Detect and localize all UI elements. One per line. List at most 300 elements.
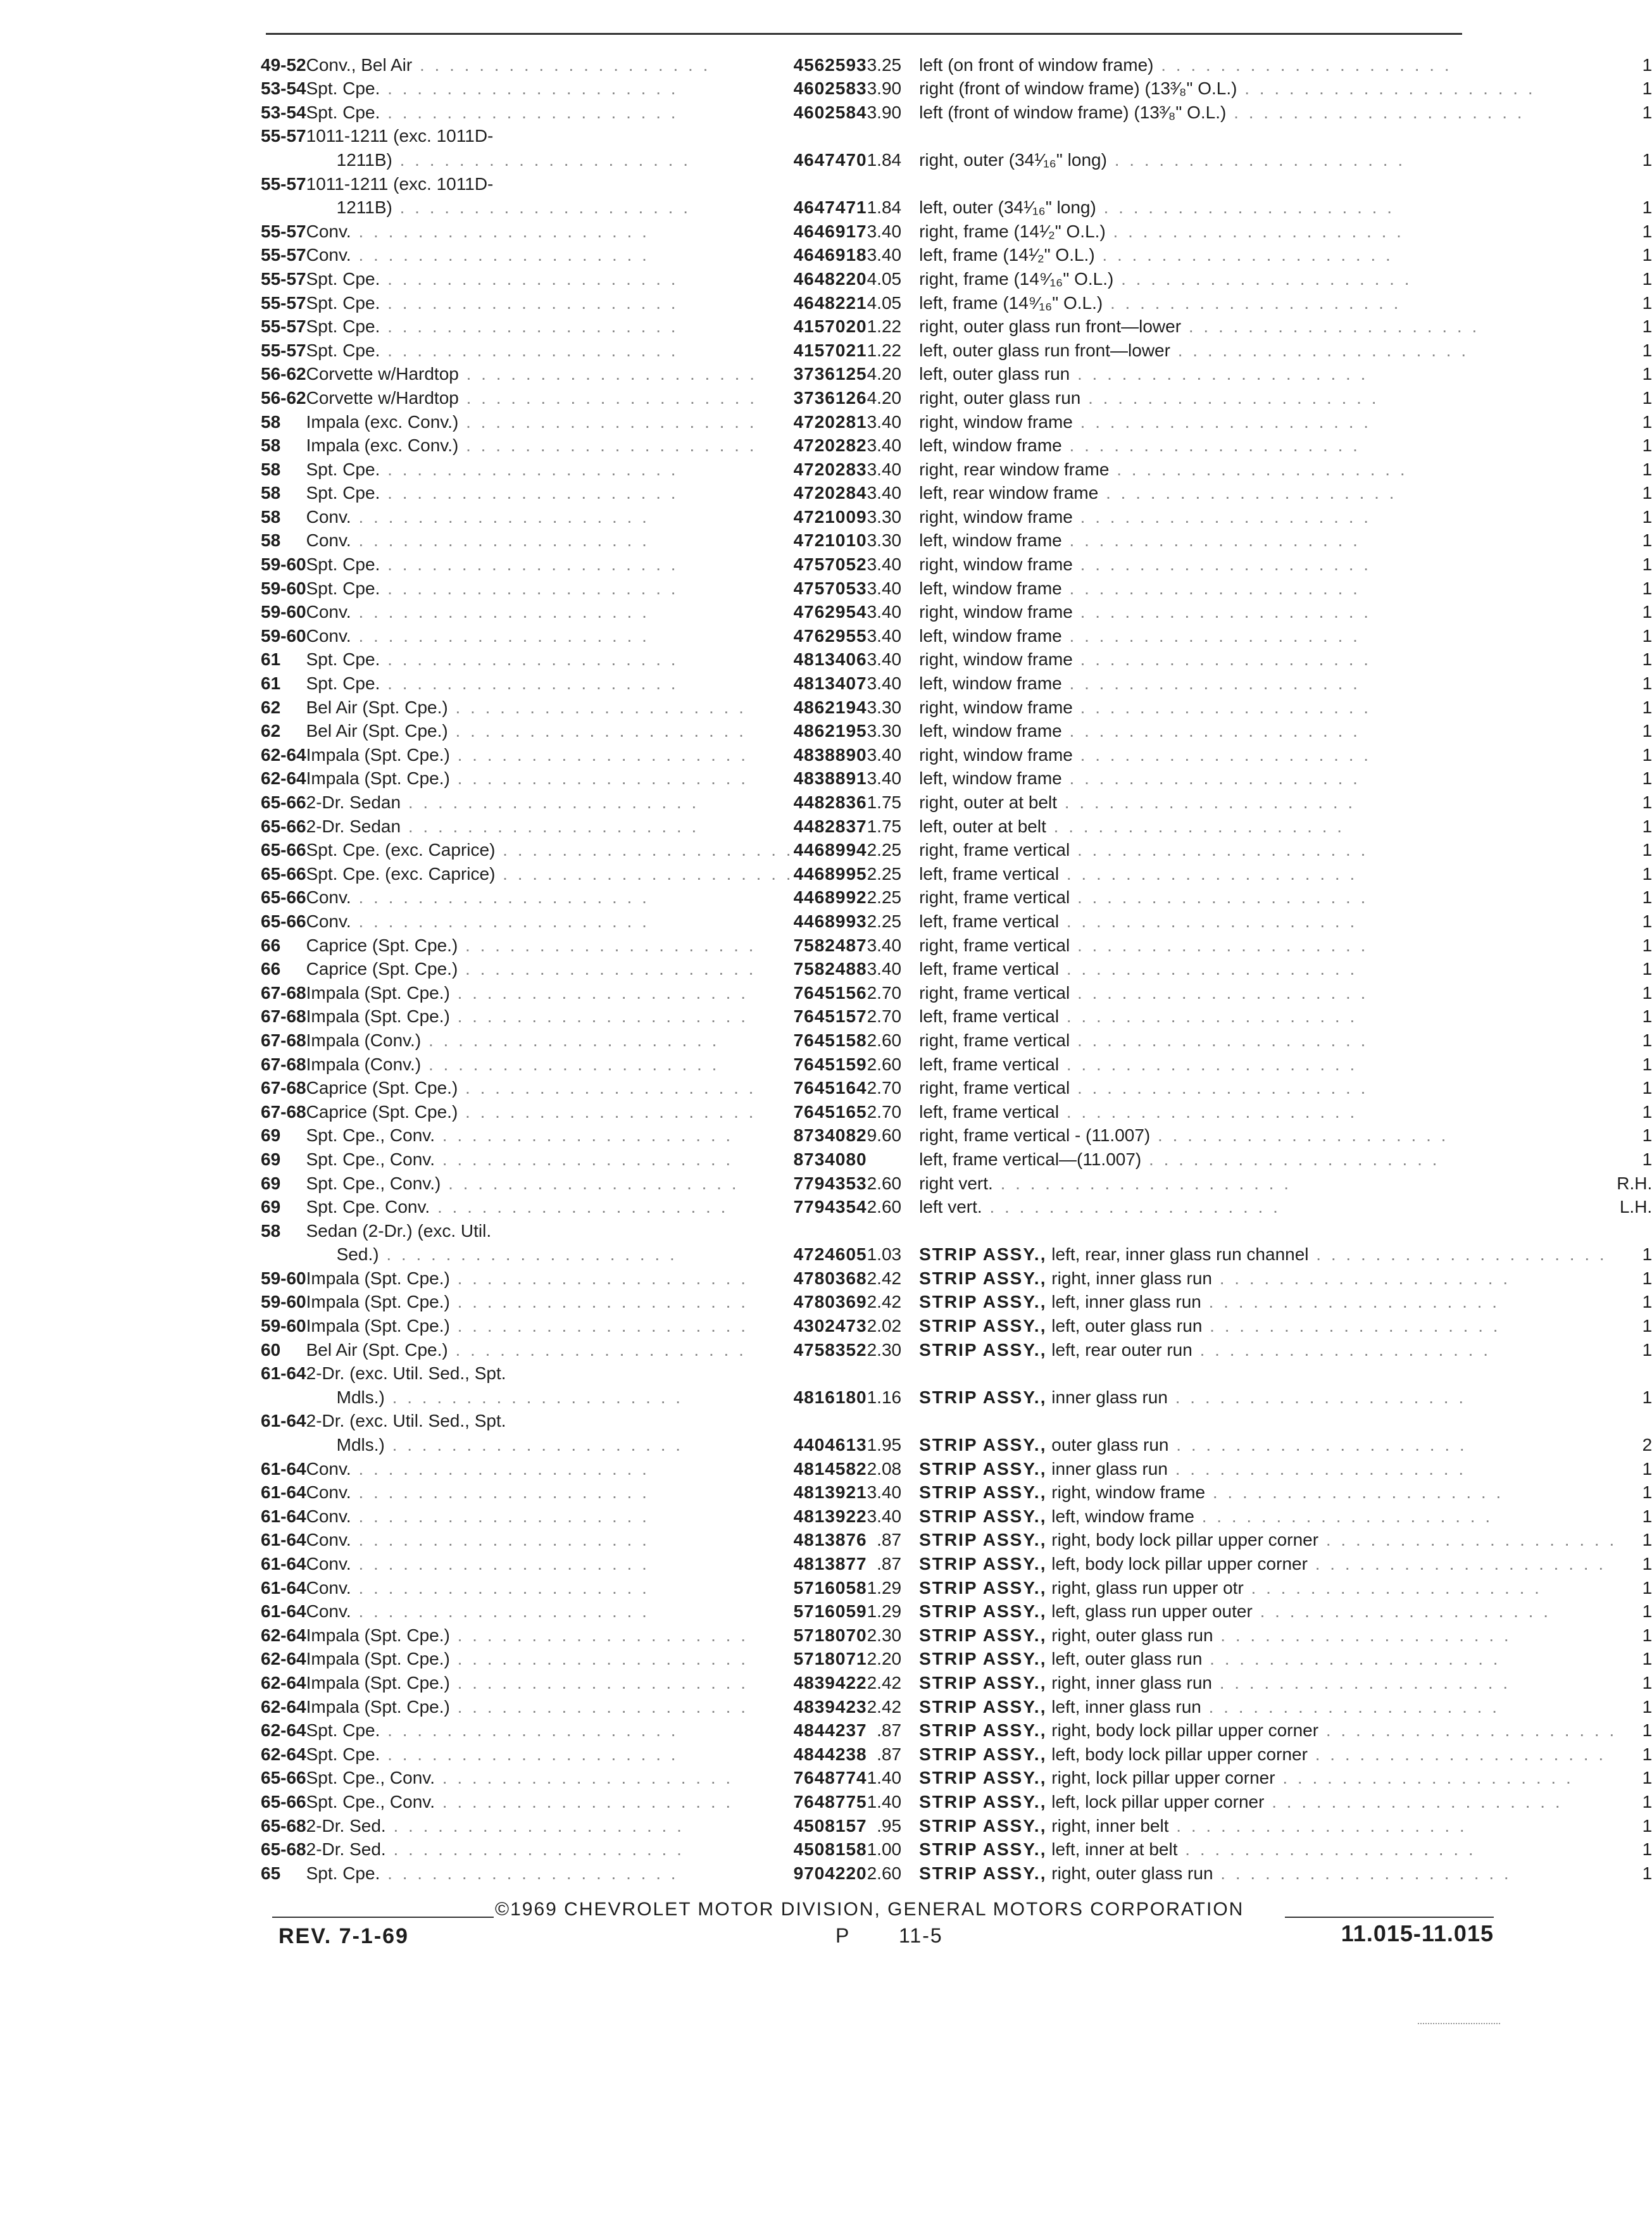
year-cell-text: 55-57 <box>261 292 306 313</box>
part-number-cell-text: 4762955 <box>793 625 867 646</box>
year-cell <box>261 1598 306 1622</box>
part-number-cell-text: 4757052 <box>793 554 867 575</box>
dot-leader: . . . . . . . . . . . . . . . . . . . . <box>449 744 748 765</box>
part-number-cell <box>794 693 867 717</box>
model-cell-text: Spt. Cpe. <box>306 316 380 337</box>
dot-leader: . . . . . . . . . . . . . . . . . . . . <box>1070 1078 1368 1098</box>
description-cell <box>901 336 1617 360</box>
part-number-cell-text: 7648775 <box>793 1791 867 1812</box>
description-cell <box>901 550 1617 574</box>
dot-leader: . . . . . . . . . . . . . . . . . . . . <box>384 1435 684 1455</box>
table-row <box>261 1169 1652 1193</box>
part-number-cell <box>794 550 867 574</box>
item-name: STRIP ASSY., <box>919 1744 1047 1764</box>
model-cell-text: Spt. Cpe. <box>306 459 380 479</box>
revision-date: REV. 7-1-69 <box>278 1924 409 1948</box>
description-text: right, frame vertical <box>919 840 1070 860</box>
table-row <box>261 1003 1652 1027</box>
dot-leader: . . . . . . . . . . . . . . . . . . . . <box>380 649 679 670</box>
year-cell-text: 56-62 <box>261 364 306 384</box>
description-cell <box>901 812 1617 836</box>
table-row <box>261 955 1652 979</box>
dot-leader: . . . . . . . . . . . . . . . . . . . . <box>1059 1054 1358 1074</box>
item-name: STRIP ASSY., <box>919 1482 1047 1503</box>
table-row <box>261 1621 1652 1645</box>
part-number-cell <box>794 479 867 503</box>
description-text: right, outer glass run <box>1046 1625 1213 1645</box>
year-cell <box>261 598 306 622</box>
year-cell <box>261 622 306 646</box>
quantity-cell <box>1617 669 1652 693</box>
quantity-cell-text: 1 <box>1642 1863 1652 1883</box>
description-cell <box>901 1264 1617 1288</box>
year-cell <box>261 503 306 527</box>
dot-leader: . . . . . . . . . . . . . . . . . . . . <box>449 1268 748 1288</box>
quantity-cell <box>1617 146 1652 170</box>
quantity-cell-text: 1 <box>1642 1744 1652 1764</box>
model-cell <box>306 1598 794 1622</box>
model-cell <box>306 931 794 955</box>
quantity-cell-text: 1 <box>1642 1030 1652 1050</box>
description-cell <box>901 646 1617 670</box>
quantity-cell <box>1617 241 1652 265</box>
year-cell-text: 65-66 <box>261 1791 306 1812</box>
price-cell <box>867 1740 902 1764</box>
dot-leader: . . . . . . . . . . . . . . . . . . . . <box>458 435 757 456</box>
page-code: P <box>835 1924 851 1947</box>
price-cell-text: 3.40 <box>867 554 902 575</box>
price-cell-text: 3.40 <box>867 578 902 598</box>
model-cell-text: Caprice (Spt. Cpe.) <box>306 935 458 955</box>
model-cell-text: 2-Dr. (exc. Util. Sed., Spt. <box>306 1363 506 1384</box>
year-cell-text: 61-64 <box>261 1554 306 1574</box>
price-cell <box>867 1193 902 1217</box>
description-cell <box>901 265 1617 289</box>
description-text: left vert. <box>919 1197 982 1217</box>
price-cell <box>867 669 902 693</box>
year-cell <box>261 1145 306 1169</box>
part-number-cell <box>794 646 867 670</box>
part-number-cell-text: 4468992 <box>793 887 867 908</box>
price-cell <box>867 503 902 527</box>
model-cell-text: Conv. <box>306 506 351 527</box>
item-name: STRIP ASSY., <box>919 1863 1047 1883</box>
description-cell <box>901 503 1617 527</box>
description-cell <box>901 527 1617 551</box>
price-cell-text: 1.75 <box>867 816 902 836</box>
description-text: right, frame vertical <box>919 935 1070 955</box>
model-cell-text: Spt. Cpe. <box>306 554 380 575</box>
price-cell-text: .87 <box>877 1744 902 1764</box>
year-cell-text: 62-64 <box>261 1720 306 1741</box>
table-row <box>261 1787 1652 1812</box>
price-cell <box>867 1098 902 1122</box>
description-text: right, frame vertical - (11.007) <box>919 1125 1151 1146</box>
description-cell <box>901 836 1617 860</box>
quantity-cell-text: 1 <box>1642 1387 1652 1407</box>
year-cell <box>261 313 306 337</box>
part-number-cell <box>794 1836 867 1860</box>
part-number-cell-text: 4602584 <box>793 102 867 122</box>
part-number-cell-text: 4404613 <box>793 1435 867 1455</box>
year-cell-text: 55-57 <box>261 221 306 241</box>
part-number-cell <box>794 194 867 218</box>
part-number-cell <box>794 1668 867 1693</box>
price-cell <box>867 693 902 717</box>
model-cell <box>306 1668 794 1693</box>
price-cell-text: 1.40 <box>867 1768 902 1788</box>
price-cell-text: 3.40 <box>867 602 902 622</box>
quantity-cell <box>1617 384 1652 408</box>
price-cell <box>867 289 902 313</box>
part-number-cell-text: 7648774 <box>793 1768 867 1788</box>
description-cell <box>901 598 1617 622</box>
description-cell <box>901 1145 1617 1169</box>
dot-leader: . . . . . . . . . . . . . . . . . . . . <box>1202 1649 1501 1669</box>
quantity-cell <box>1617 1574 1652 1598</box>
part-number-cell <box>794 51 867 75</box>
price-cell-text: 2.30 <box>867 1339 902 1360</box>
dot-leader: . . . . . . . . . . . . . . . . . . . . <box>385 1839 684 1860</box>
price-cell <box>867 1430 902 1455</box>
dot-leader: . . . . . . . . . . . . . . . . . . . . <box>434 1149 734 1169</box>
description-text: right, inner glass run <box>1046 1268 1212 1288</box>
year-cell <box>261 265 306 289</box>
dot-leader: . . . . . . . . . . . . . . . . . . . . <box>1061 578 1360 598</box>
dot-leader: . . . . . . . . . . . . . . . . . . . . <box>380 578 679 598</box>
year-cell <box>261 1645 306 1669</box>
year-cell <box>261 1074 306 1098</box>
price-cell-text: 1.84 <box>867 149 902 170</box>
model-cell-text: Impala (Spt. Cpe.) <box>306 1625 450 1645</box>
dot-leader: . . . . . . . . . . . . . . . . . . . . <box>1059 959 1358 979</box>
price-cell <box>867 98 902 122</box>
part-number-cell <box>794 1526 867 1550</box>
quantity-cell <box>1617 1311 1652 1336</box>
price-cell <box>867 860 902 884</box>
model-cell-text: Bel Air (Spt. Cpe.) <box>306 721 448 741</box>
price-cell-text: 3.40 <box>867 459 902 479</box>
description-cell <box>901 622 1617 646</box>
part-number-cell-text: 4813407 <box>793 673 867 694</box>
part-number-cell <box>794 598 867 622</box>
year-cell <box>261 1836 306 1860</box>
price-cell-text: 3.40 <box>867 768 902 789</box>
table-row <box>261 598 1652 622</box>
model-cell-text: Impala (exc. Conv.) <box>306 411 459 432</box>
part-number-cell-text: 7645157 <box>793 1006 867 1027</box>
part-number-cell <box>794 1549 867 1574</box>
table-row <box>261 146 1652 170</box>
price-cell <box>867 598 902 622</box>
quantity-cell <box>1617 527 1652 551</box>
part-number-cell <box>794 1217 867 1241</box>
price-cell-text: 2.60 <box>867 1030 902 1050</box>
year-cell-text: 61 <box>261 673 281 694</box>
model-cell-text: Conv. <box>306 1482 351 1503</box>
model-cell-text: Impala (Spt. Cpe.) <box>306 768 450 789</box>
item-name: STRIP ASSY., <box>919 1387 1047 1407</box>
dot-leader: . . . . . . . . . . . . . . . . . . . . <box>434 1791 734 1812</box>
price-cell-text: 4.05 <box>867 292 902 313</box>
part-number-cell <box>794 1574 867 1598</box>
year-cell-text: 61-64 <box>261 1530 306 1550</box>
dot-leader: . . . . . . . . . . . . . . . . . . . . <box>380 1744 679 1764</box>
copyright-rule-right <box>1285 1917 1494 1918</box>
year-cell <box>261 1264 306 1288</box>
dot-leader: . . . . . . . . . . . . . . . . . . . . <box>458 411 757 432</box>
model-cell <box>306 884 794 908</box>
year-cell-text: 62 <box>261 697 281 717</box>
price-cell <box>867 1668 902 1693</box>
price-cell-text: 1.03 <box>867 1244 902 1265</box>
dot-leader: . . . . . . . . . . . . . . . . . . . . <box>351 602 649 622</box>
part-number-cell <box>794 1026 867 1050</box>
model-cell <box>306 1026 794 1050</box>
quantity-cell-text: 1 <box>1642 887 1652 908</box>
quantity-cell <box>1617 313 1652 337</box>
part-number-cell <box>794 98 867 122</box>
price-cell-text: 3.40 <box>867 1506 902 1526</box>
quantity-cell-text: 1 <box>1642 1577 1652 1598</box>
quantity-cell-text: 1 <box>1642 1672 1652 1693</box>
dot-leader: . . . . . . . . . . . . . . . . . . . . <box>351 911 649 931</box>
price-cell <box>867 1360 902 1384</box>
model-cell <box>306 646 794 670</box>
dot-leader: . . . . . . . . . . . . . . . . . . . . <box>380 102 679 122</box>
part-number-cell-text: 4780368 <box>793 1268 867 1288</box>
year-cell <box>261 907 306 931</box>
price-cell-text: 1.95 <box>867 1435 902 1455</box>
dot-leader: . . . . . . . . . . . . . . . . . . . . <box>458 364 758 384</box>
part-number-cell-text: 4720283 <box>793 459 867 479</box>
quantity-cell <box>1617 574 1652 598</box>
table-row <box>261 241 1652 265</box>
copyright-text: ©1969 CHEVROLET MOTOR DIVISION, GENERAL MOTORS CORPORATION <box>495 1899 1244 1920</box>
price-cell-text: 2.20 <box>867 1649 902 1669</box>
quantity-cell <box>1617 646 1652 670</box>
part-number-cell <box>794 1645 867 1669</box>
quantity-cell <box>1617 1645 1652 1669</box>
quantity-cell <box>1617 931 1652 955</box>
quantity-cell-text: 1 <box>1642 54 1652 75</box>
part-number-cell-text: 4813876 <box>793 1530 867 1550</box>
year-cell <box>261 1526 306 1550</box>
price-cell <box>867 1787 902 1812</box>
quantity-cell <box>1617 1336 1652 1360</box>
model-cell <box>306 265 794 289</box>
dot-leader: . . . . . . . . . . . . . . . . . . . . <box>1167 1458 1467 1479</box>
description-text: left, window frame <box>919 721 1062 741</box>
quantity-cell <box>1617 265 1652 289</box>
part-number-cell-text: 4780369 <box>793 1292 867 1312</box>
year-cell <box>261 1764 306 1788</box>
quantity-cell-text: 1 <box>1642 1649 1652 1669</box>
quantity-cell-text: L.H. <box>1619 1197 1652 1217</box>
description-text: left, frame vertical—(11.007) <box>919 1149 1142 1169</box>
quantity-cell <box>1617 788 1652 812</box>
quantity-cell <box>1617 693 1652 717</box>
quantity-cell-text: 1 <box>1642 1054 1652 1074</box>
year-cell <box>261 955 306 979</box>
table-row <box>261 1407 1652 1431</box>
year-cell <box>261 289 306 313</box>
model-cell <box>306 693 794 717</box>
description-cell <box>901 717 1617 741</box>
year-cell <box>261 574 306 598</box>
quantity-cell <box>1617 1264 1652 1288</box>
year-cell <box>261 717 306 741</box>
year-cell <box>261 1003 306 1027</box>
model-cell-text: Conv. <box>306 1458 351 1479</box>
price-cell <box>867 1026 902 1050</box>
price-cell-text: 3.40 <box>867 1482 902 1503</box>
table-row <box>261 1668 1652 1693</box>
table-row <box>261 788 1652 812</box>
model-cell-text: Spt. Cpe. <box>306 578 380 598</box>
quantity-cell-text: 1 <box>1642 554 1652 575</box>
part-number-cell-text: 4762954 <box>793 602 867 622</box>
table-row <box>261 741 1652 765</box>
dot-leader: . . . . . . . . . . . . . . . . . . . . <box>1205 1482 1504 1503</box>
description-cell <box>901 289 1617 313</box>
dot-leader: . . . . . . . . . . . . . . . . . . . . <box>1168 1435 1467 1455</box>
quantity-cell <box>1617 1740 1652 1764</box>
quantity-cell <box>1617 194 1652 218</box>
quantity-cell <box>1617 1074 1652 1098</box>
dot-leader: . . . . . . . . . . . . . . . . . . . . <box>449 1696 748 1717</box>
description-text: left (front of window frame) (13³⁄₈" O.L.) <box>919 102 1227 122</box>
year-cell-text: 67-68 <box>261 982 306 1003</box>
quantity-cell-text: 1 <box>1642 744 1652 765</box>
description-text: left, window frame <box>1046 1506 1194 1526</box>
quantity-cell <box>1617 1717 1652 1741</box>
part-number-cell <box>794 574 867 598</box>
part-number-cell <box>794 860 867 884</box>
description-cell <box>901 1360 1617 1384</box>
model-cell-text: Conv. <box>306 602 351 622</box>
year-cell <box>261 360 306 384</box>
part-number-cell <box>794 265 867 289</box>
description-text: right, outer glass run <box>1046 1863 1213 1883</box>
price-cell <box>867 979 902 1003</box>
part-number-cell <box>794 122 867 146</box>
quantity-cell <box>1617 1859 1652 1883</box>
model-cell-text: 2-Dr. Sed. <box>306 1839 386 1860</box>
part-number-cell-text: 4838890 <box>793 744 867 765</box>
quantity-cell-text: 1 <box>1642 459 1652 479</box>
description-cell <box>901 384 1617 408</box>
table-row <box>261 1430 1652 1455</box>
model-cell-text: 1011-1211 (exc. 1011D- <box>306 173 494 194</box>
part-number-cell <box>794 1740 867 1764</box>
dot-leader: . . . . . . . . . . . . . . . . . . . . <box>1070 887 1368 908</box>
year-cell <box>261 1693 306 1717</box>
model-cell-text: Mdls.) <box>336 1435 385 1455</box>
year-cell <box>261 1098 306 1122</box>
price-cell <box>867 1621 902 1645</box>
quantity-cell <box>1617 1836 1652 1860</box>
part-number-cell-text: 4468995 <box>793 863 867 884</box>
part-number-cell-text: 4646917 <box>793 221 867 241</box>
description-text: inner glass run <box>1046 1458 1168 1479</box>
description-cell <box>901 765 1617 789</box>
table-row <box>261 1764 1652 1788</box>
price-cell-text: 2.70 <box>867 1101 902 1122</box>
quantity-cell <box>1617 170 1652 194</box>
model-cell-text: Caprice (Spt. Cpe.) <box>306 959 458 979</box>
quantity-cell-text: 1 <box>1642 1625 1652 1645</box>
dot-leader: . . . . . . . . . . . . . . . . . . . . <box>449 1625 748 1645</box>
dot-leader: . . . . . . . . . . . . . . . . . . . . <box>1192 1339 1491 1360</box>
model-cell <box>306 289 794 313</box>
dot-leader: . . . . . . . . . . . . . . . . . . . . <box>379 1244 677 1265</box>
dot-leader: . . . . . . . . . . . . . . . . . . . . <box>1094 245 1393 265</box>
description-cell <box>901 907 1617 931</box>
model-cell <box>306 788 794 812</box>
model-cell-text: Conv., Bel Air <box>306 54 413 75</box>
year-cell <box>261 1217 306 1241</box>
part-number-cell <box>794 146 867 170</box>
year-cell <box>261 1430 306 1455</box>
dot-leader: . . . . . . . . . . . . . . . . . . . . <box>1072 554 1372 575</box>
dot-leader: . . . . . . . . . . . . . . . . . . . . <box>1059 911 1358 931</box>
price-cell <box>867 479 902 503</box>
dot-leader: . . . . . . . . . . . . . . . . . . . . <box>1070 982 1368 1003</box>
quantity-cell <box>1617 1288 1652 1312</box>
quantity-cell-text: 1 <box>1642 1339 1652 1360</box>
description-cell <box>901 241 1617 265</box>
dot-leader: . . . . . . . . . . . . . . . . . . . . <box>1307 1744 1606 1764</box>
part-number-cell-text: 7582488 <box>793 959 867 979</box>
description-cell <box>901 574 1617 598</box>
table-row <box>261 265 1652 289</box>
description-text: right (front of window frame) (13³⁄₈" O.L.) <box>919 78 1237 99</box>
price-cell <box>867 360 902 384</box>
model-cell-text: Conv. <box>306 911 351 931</box>
quantity-cell-text: 1 <box>1642 1006 1652 1027</box>
table-row <box>261 812 1652 836</box>
description-cell <box>901 931 1617 955</box>
quantity-cell-text: 1 <box>1642 387 1652 408</box>
table-row <box>261 1859 1652 1883</box>
price-cell <box>867 812 902 836</box>
quantity-cell-text: 1 <box>1642 697 1652 717</box>
price-cell <box>867 884 902 908</box>
model-cell-text: Spt. Cpe. <box>306 1863 380 1883</box>
year-cell-text: 58 <box>261 411 281 432</box>
year-cell <box>261 146 306 170</box>
quantity-cell <box>1617 1383 1652 1407</box>
model-cell-text: Conv. <box>306 1577 351 1598</box>
description-text: left, frame vertical <box>919 1054 1060 1074</box>
quantity-cell-text: 1 <box>1642 1078 1652 1098</box>
dot-leader: . . . . . . . . . . . . . . . . . . . . <box>1109 459 1408 479</box>
description-text: right, frame (14¹⁄₂" O.L.) <box>919 221 1106 241</box>
price-cell <box>867 1764 902 1788</box>
model-cell-text: Spt. Cpe. (exc. Caprice) <box>306 863 496 884</box>
dot-leader: . . . . . . . . . . . . . . . . . . . . <box>1252 1601 1551 1622</box>
model-cell <box>306 1787 794 1812</box>
price-cell <box>867 1693 902 1717</box>
description-text: right, window frame <box>919 411 1073 432</box>
year-cell-text: 56-62 <box>261 387 306 408</box>
quantity-cell-text: 1 <box>1642 1839 1652 1860</box>
description-text: left, window frame <box>919 435 1062 456</box>
price-cell-text: 3.40 <box>867 221 902 241</box>
price-cell-text: 1.40 <box>867 1791 902 1812</box>
dot-leader: . . . . . . . . . . . . . . . . . . . . <box>351 245 649 265</box>
